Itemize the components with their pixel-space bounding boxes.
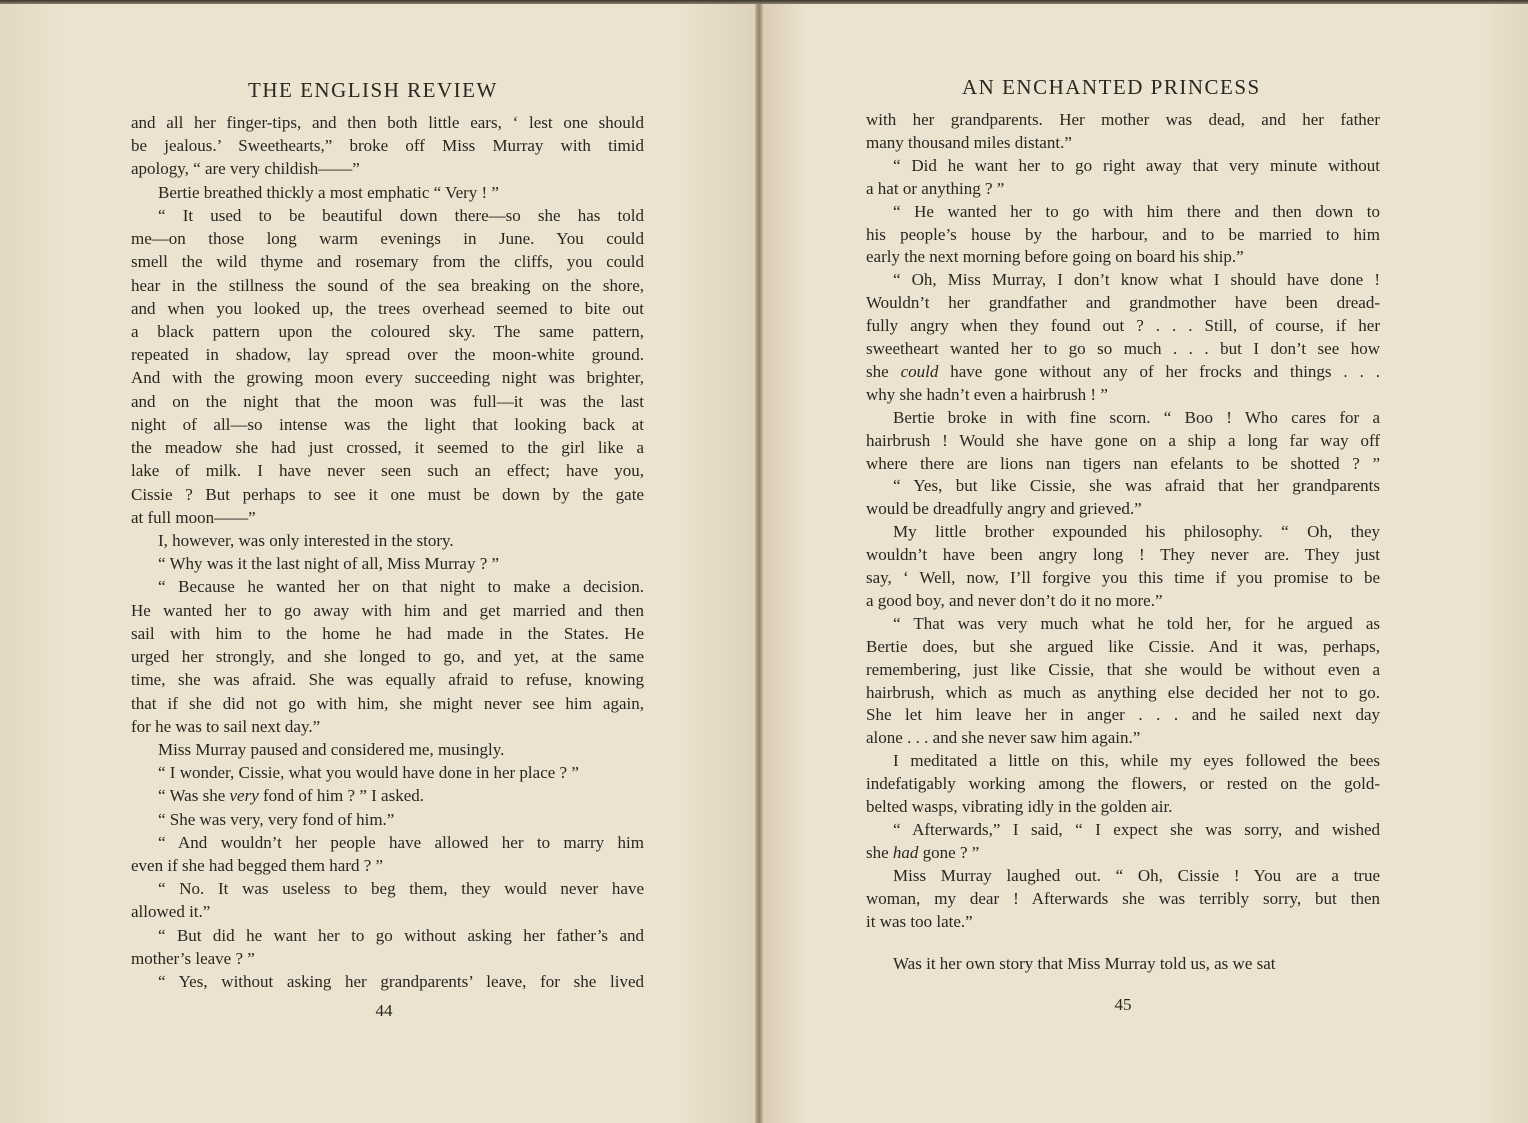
text-line: fully angry when they found out ? . . . Still, of course, if her — [866, 316, 1380, 336]
page-number-right: 45 — [1114, 995, 1132, 1014]
text-line: Miss Murray paused and considered me, musingly. — [158, 739, 505, 759]
text-line: apology, “ are very childish——” — [131, 159, 360, 179]
text-line: “ Did he want her to go right away that very minute without — [893, 155, 1380, 175]
text-line: “ Afterwards,” I said, “ I expect she was sorry, and wished — [893, 819, 1380, 839]
text-line: his people’s house by the harbour, and to be married to him — [866, 224, 1380, 244]
text-line: me—on those long warm evenings in June. You could — [131, 229, 644, 249]
text-line: she had gone ? ” — [866, 842, 980, 862]
text-line: a black pattern upon the coloured sky. The same pattern, — [131, 321, 644, 341]
text-line: “ He wanted her to go with him there and then down to — [893, 201, 1380, 221]
text-line: “ Oh, Miss Murray, I don’t know what I should have done ! — [893, 270, 1380, 290]
text-line: He wanted her to go away with him and get married and then — [131, 600, 644, 620]
text-line: Cissie ? But perhaps to see it one must be down by the gate — [131, 484, 644, 504]
text-line: for he was to sail next day.” — [131, 716, 321, 736]
book-gutter — [755, 4, 763, 1123]
page-number-left: 44 — [375, 1001, 393, 1020]
text-line: Bertie does, but she argued like Cissie. And it was, perhaps, — [866, 636, 1380, 656]
text-line: Was it her own story that Miss Murray told us, as we sat — [893, 954, 1276, 974]
text-line: mother’s leave ? ” — [131, 948, 255, 968]
text-line: “ Why was it the last night of all, Miss Murray ? ” — [158, 554, 500, 574]
text-line: “ It used to be beautiful down there—so she has told — [158, 205, 644, 225]
text-line: Wouldn’t her grandfather and grandmother have been dread- — [866, 293, 1380, 313]
text-line: it was too late.” — [866, 911, 973, 931]
text-line: be jealous.’ Sweethearts,” broke off Miss Murray with timid — [131, 136, 644, 156]
text-line: repeated in shadow, lay spread over the moon-white ground. — [131, 345, 644, 365]
text-line: remembering, just like Cissie, that she would be without even a — [866, 659, 1380, 679]
text-line: at full moon——” — [131, 507, 256, 527]
text-line: woman, my dear ! Afterwards she was terribly sorry, but then — [866, 888, 1380, 908]
text-line: sail with him to the home he had made in the States. He — [131, 623, 644, 643]
text-line: that if she did not go with him, she might never see him again, — [131, 693, 644, 713]
text-line: a good boy, and never don’t do it no more.” — [866, 590, 1163, 610]
text-line: belted wasps, vibrating idly in the golden air. — [866, 797, 1173, 816]
text-line: “ She was very, very fond of him.” — [158, 809, 395, 829]
text-line: “ Because he wanted her on that night to make a decision. — [158, 577, 644, 597]
text-line: allowed it.” — [131, 902, 211, 922]
text-line: hairbrush ! Would she have gone on a ship a long far way off — [866, 430, 1380, 450]
running-header-left: THE ENGLISH REVIEW — [248, 78, 498, 102]
text-line: the meadow she had just crossed, it seemed to the girl like a — [131, 438, 644, 458]
text-line: sweetheart wanted her to go so much . . . but I don’t see how — [866, 339, 1380, 358]
text-line: would be dreadfully angry and grieved.” — [866, 499, 1142, 519]
text-line: and on the night that the moon was full—it was the last — [131, 391, 644, 411]
text-line: a hat or anything ? ” — [866, 178, 1005, 198]
text-line: I meditated a little on this, while my eyes followed the bees — [893, 751, 1380, 771]
text-line: with her grandparents. Her mother was dead, and her father — [866, 110, 1380, 129]
text-line: “ But did he want her to go without asking her father’s and — [158, 925, 644, 945]
text-line: time, she was afraid. She was equally afraid to refuse, knowing — [131, 670, 644, 690]
text-line: “ Was she very fond of him ? ” I asked. — [158, 786, 424, 806]
text-line: “ Yes, without asking her grandparents’ leave, for she lived — [158, 972, 644, 992]
text-line: My little brother expounded his philosophy. “ Oh, they — [893, 522, 1380, 542]
text-line: early the next morning before going on board his ship.” — [866, 247, 1244, 267]
text-line: Bertie broke in with fine scorn. “ Boo ! Who cares for a — [893, 407, 1380, 427]
text-line: And with the growing moon every succeeding night was brighter, — [131, 368, 644, 388]
text-line: night of all—so intense was the light that looking back at — [131, 414, 644, 434]
text-line: “ No. It was useless to beg them, they would never have — [158, 879, 644, 899]
text-line: many thousand miles distant.” — [866, 132, 1072, 152]
text-line: Bertie breathed thickly a most emphatic “ Very ! ” — [158, 182, 499, 202]
text-line: lake of milk. I have never seen such an effect; have you, — [131, 461, 644, 481]
text-line: She let him leave her in anger . . . and he sailed next day — [866, 705, 1380, 725]
text-line: “ I wonder, Cissie, what you would have done in her place ? ” — [158, 763, 579, 783]
text-line: “ That was very much what he told her, for he argued as — [893, 613, 1380, 633]
text-line: I, however, was only interested in the story. — [158, 530, 454, 550]
text-line: even if she had begged them hard ? ” — [131, 856, 384, 876]
text-line: smell the wild thyme and rosemary from the cliffs, you could — [131, 252, 644, 272]
text-line: urged her strongly, and she longed to go, and yet, at the same — [131, 647, 644, 667]
text-line: where there are lions nan tigers nan efelants to be shotted ? ” — [866, 453, 1380, 473]
text-line: hear in the stillness the sound of the sea breaking on the shore, — [131, 275, 644, 295]
text-line: she could have gone without any of her frocks and things . . . — [866, 361, 1380, 381]
text-line: “ And wouldn’t her people have allowed her to marry him — [158, 832, 644, 852]
text-line: why she hadn’t even a hairbrush ! ” — [866, 384, 1108, 404]
text-line: say, ‘ Well, now, I’ll forgive you this time if you promise to be — [866, 568, 1380, 587]
text-line: wouldn’t have been angry long ! They never are. They just — [866, 545, 1380, 565]
text-line: hairbrush, which as much as anything else decided her not to go. — [866, 682, 1380, 702]
text-line: “ Yes, but like Cissie, she was afraid that her grandparents — [893, 476, 1380, 496]
text-line: and when you looked up, the trees overhead seemed to bite out — [131, 298, 644, 318]
running-header-right: AN ENCHANTED PRINCESS — [962, 75, 1261, 99]
text-line: alone . . . and she never saw him again.” — [866, 728, 1141, 748]
text-line: Miss Murray laughed out. “ Oh, Cissie ! You are a true — [893, 865, 1380, 885]
text-line: and all her finger-tips, and then both little ears, ‘ lest one should — [131, 113, 644, 132]
text-line: indefatigably working among the flowers, or rested on the gold- — [866, 774, 1380, 794]
